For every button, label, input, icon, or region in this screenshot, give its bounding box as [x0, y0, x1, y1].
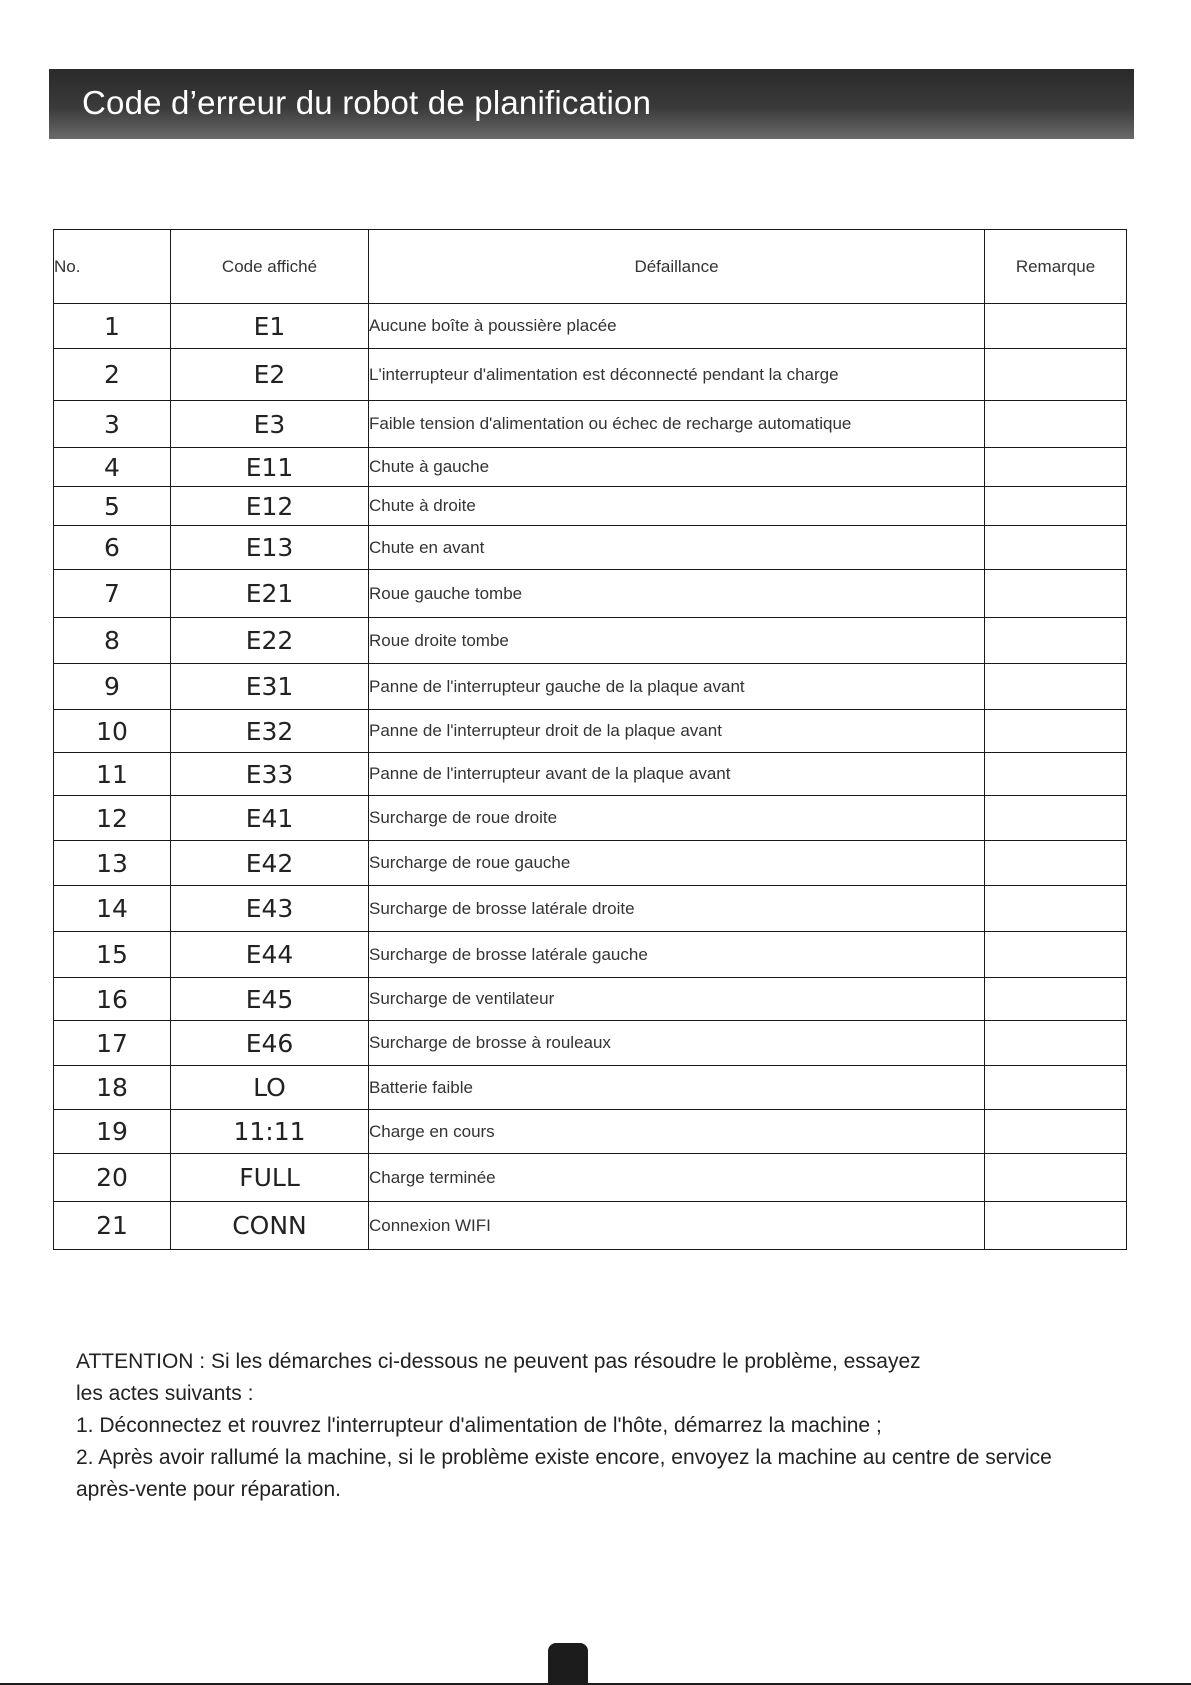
row-remark — [985, 1202, 1127, 1250]
row-number: 19 — [54, 1110, 171, 1154]
row-fault: Roue droite tombe — [369, 618, 985, 664]
row-fault: Surcharge de roue droite — [369, 796, 985, 841]
row-remark — [985, 796, 1127, 841]
row-fault: Chute à droite — [369, 487, 985, 526]
row-code: E13 — [171, 526, 369, 570]
attention-line: après-vente pour réparation. — [76, 1478, 341, 1501]
row-code: E33 — [171, 753, 369, 796]
table-row — [54, 753, 1127, 796]
row-remark — [985, 664, 1127, 710]
table-row — [54, 304, 1127, 349]
row-remark — [985, 570, 1127, 618]
table-row — [54, 796, 1127, 841]
row-remark — [985, 932, 1127, 978]
row-fault: Charge en cours — [369, 1110, 985, 1154]
row-number: 4 — [54, 448, 171, 487]
table-row — [54, 401, 1127, 448]
row-remark — [985, 1066, 1127, 1110]
error-code-table — [53, 229, 1127, 1250]
row-code: E2 — [171, 349, 369, 401]
row-number: 7 — [54, 570, 171, 618]
attention-line: ATTENTION : Si les démarches ci-dessous ne peuvent pas résoudre le problème, essayez — [76, 1350, 921, 1373]
row-number: 21 — [54, 1202, 171, 1250]
row-remark — [985, 978, 1127, 1021]
row-fault: Surcharge de ventilateur — [369, 978, 985, 1021]
row-code: E3 — [171, 401, 369, 448]
table-body — [54, 304, 1127, 1250]
row-fault: Panne de l'interrupteur gauche de la plaque avant — [369, 664, 985, 710]
table-row — [54, 487, 1127, 526]
row-fault: Chute en avant — [369, 526, 985, 570]
table-row — [54, 932, 1127, 978]
row-code: E22 — [171, 618, 369, 664]
table-row — [54, 841, 1127, 886]
row-number: 2 — [54, 349, 171, 401]
row-fault: L'interrupteur d'alimentation est déconnecté pendant la charge — [369, 349, 985, 401]
header-no: No. — [54, 230, 171, 304]
row-code: LO — [171, 1066, 369, 1110]
row-number: 16 — [54, 978, 171, 1021]
table-row — [54, 1021, 1127, 1066]
row-fault: Charge terminée — [369, 1154, 985, 1202]
row-remark — [985, 886, 1127, 932]
row-remark — [985, 526, 1127, 570]
row-number: 10 — [54, 710, 171, 753]
row-number: 9 — [54, 664, 171, 710]
attention-step: 2. Après avoir rallumé la machine, si le problème existe encore, envoyez la machine au centre de service — [76, 1446, 1052, 1469]
row-remark — [985, 753, 1127, 796]
row-fault: Surcharge de brosse à rouleaux — [369, 1021, 985, 1066]
attention-note — [76, 1346, 1166, 1506]
row-number: 12 — [54, 796, 171, 841]
table-row — [54, 886, 1127, 932]
row-number: 5 — [54, 487, 171, 526]
table-row — [54, 1066, 1127, 1110]
page-number-tab — [548, 1643, 588, 1685]
row-remark — [985, 618, 1127, 664]
row-code: E44 — [171, 932, 369, 978]
row-remark — [985, 841, 1127, 886]
table-row — [54, 978, 1127, 1021]
table-row — [54, 570, 1127, 618]
row-code: CONN — [171, 1202, 369, 1250]
row-remark — [985, 1021, 1127, 1066]
table-row — [54, 1154, 1127, 1202]
row-number: 6 — [54, 526, 171, 570]
row-code: E42 — [171, 841, 369, 886]
row-remark — [985, 448, 1127, 487]
row-number: 13 — [54, 841, 171, 886]
row-remark — [985, 710, 1127, 753]
header-code: Code affiché — [171, 230, 369, 304]
row-code: E31 — [171, 664, 369, 710]
table-row — [54, 1110, 1127, 1154]
table-row — [54, 526, 1127, 570]
row-number: 14 — [54, 886, 171, 932]
table-row — [54, 664, 1127, 710]
row-code: E41 — [171, 796, 369, 841]
table-header-row — [54, 230, 1127, 304]
title-banner — [49, 69, 1134, 139]
row-code: FULL — [171, 1154, 369, 1202]
row-fault: Panne de l'interrupteur avant de la plaque avant — [369, 753, 985, 796]
row-remark — [985, 349, 1127, 401]
row-code: E45 — [171, 978, 369, 1021]
row-fault: Batterie faible — [369, 1066, 985, 1110]
table-row — [54, 710, 1127, 753]
row-remark — [985, 401, 1127, 448]
row-number: 15 — [54, 932, 171, 978]
row-remark — [985, 1110, 1127, 1154]
table-row — [54, 448, 1127, 487]
row-number: 8 — [54, 618, 171, 664]
table-row — [54, 618, 1127, 664]
row-fault: Panne de l'interrupteur droit de la plaque avant — [369, 710, 985, 753]
row-fault: Connexion WIFI — [369, 1202, 985, 1250]
row-code: E43 — [171, 886, 369, 932]
header-fault: Défaillance — [369, 230, 985, 304]
row-remark — [985, 304, 1127, 349]
row-fault: Chute à gauche — [369, 448, 985, 487]
attention-line: les actes suivants : — [76, 1382, 254, 1405]
row-fault: Roue gauche tombe — [369, 570, 985, 618]
row-fault: Aucune boîte à poussière placée — [369, 304, 985, 349]
row-fault: Surcharge de brosse latérale droite — [369, 886, 985, 932]
row-fault: Surcharge de brosse latérale gauche — [369, 932, 985, 978]
row-number: 17 — [54, 1021, 171, 1066]
row-code: E21 — [171, 570, 369, 618]
row-number: 18 — [54, 1066, 171, 1110]
header-remark: Remarque — [985, 230, 1127, 304]
table-row — [54, 1202, 1127, 1250]
row-number: 3 — [54, 401, 171, 448]
row-code: E1 — [171, 304, 369, 349]
attention-step: 1. Déconnectez et rouvrez l'interrupteur d'alimentation de l'hôte, démarrez la machine ; — [76, 1414, 882, 1437]
row-remark — [985, 1154, 1127, 1202]
row-fault: Faible tension d'alimentation ou échec de recharge automatique — [369, 401, 985, 448]
row-number: 11 — [54, 753, 171, 796]
row-fault: Surcharge de roue gauche — [369, 841, 985, 886]
row-code: E46 — [171, 1021, 369, 1066]
row-code: E32 — [171, 710, 369, 753]
table-row — [54, 349, 1127, 401]
page-title: Code d’erreur du robot de planification — [82, 84, 652, 121]
row-code: 11:11 — [171, 1110, 369, 1154]
row-remark — [985, 487, 1127, 526]
row-number: 20 — [54, 1154, 171, 1202]
row-code: E11 — [171, 448, 369, 487]
row-number: 1 — [54, 304, 171, 349]
row-code: E12 — [171, 487, 369, 526]
